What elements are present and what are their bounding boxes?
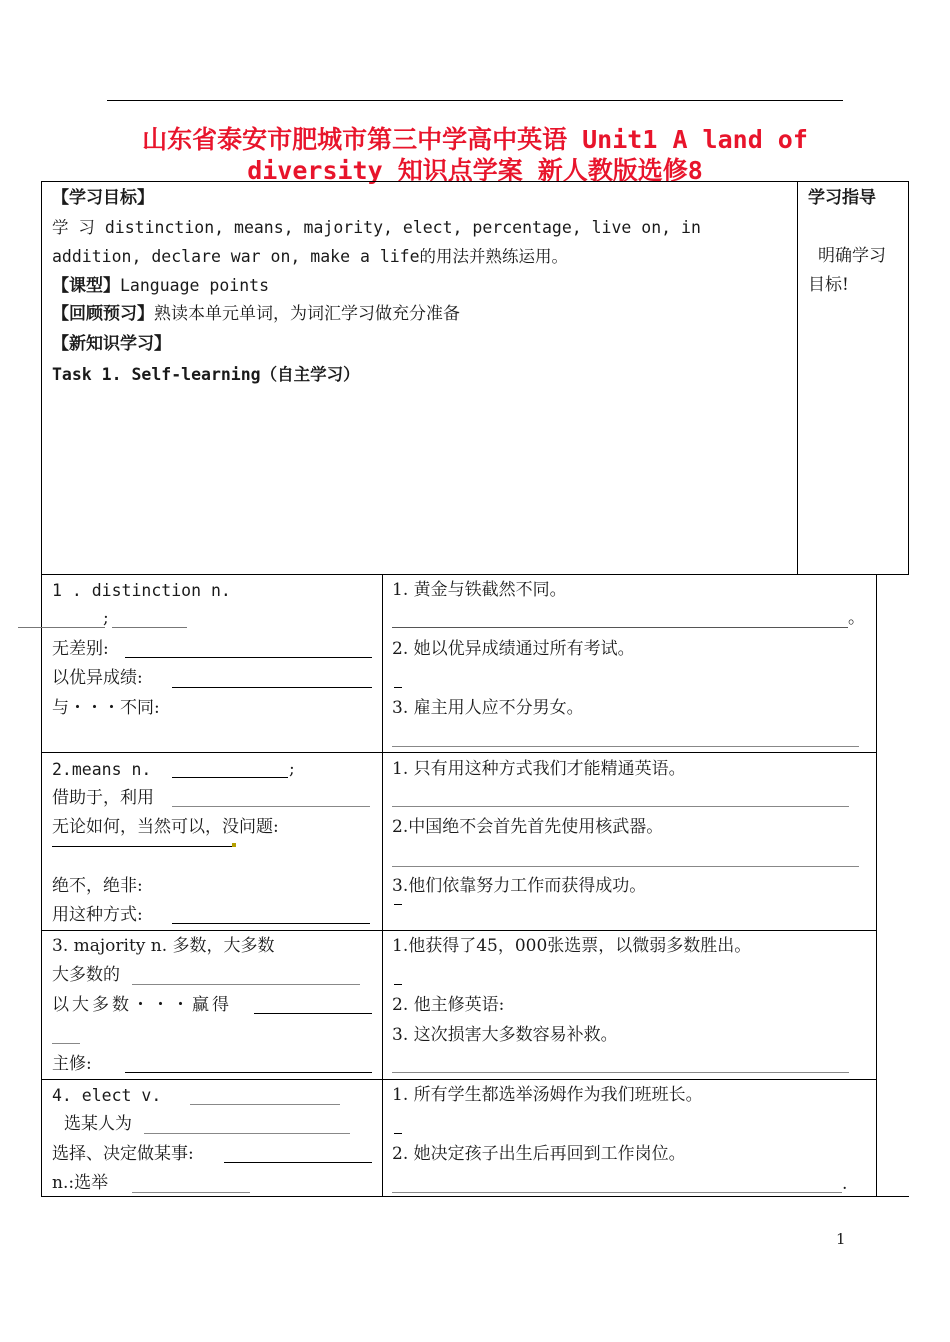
row2-phrase-1: 借助于，利用 [52,788,154,808]
row3-sentence-1: 1.他获得了45，000张选票，以微弱多数胜出。 [392,936,752,956]
row4-sentence-2: 2. 她决定孩子出生后再回到工作岗位。 [392,1144,686,1164]
table-right-border [876,575,877,1196]
row4-period: . [842,1174,848,1194]
row3-blank-b [254,1013,372,1014]
row1-sentence-2: 2. 她以优异成绩通过所有考试。 [392,639,635,659]
table-bottom-border [41,1196,876,1197]
type-value: Language points [120,276,270,295]
objective-text-1: 学 习 distinction, means, majority, elect, percentage, live on, in [52,218,701,237]
guide-text-2: 目标! [808,275,849,295]
row2-mark [232,843,236,847]
row1-word: 1 . distinction n. [52,581,231,600]
row1-answer-2 [394,687,402,688]
row2-blank-c [52,846,232,847]
new-knowledge-heading: 【新知识学习】 [52,334,171,354]
document-title-line-2: diversity 知识点学案 新人教版选修8 [247,156,703,185]
row4-phrase-2: 选择、决定做某事: [52,1144,194,1164]
row2-sentence-3: 3.他们依靠努力工作而获得成功。 [392,876,647,896]
row4-sentence-1: 1. 所有学生都选举汤姆作为我们班班长。 [392,1085,703,1105]
objectives-divider [797,181,798,575]
row2-phrase-2: 无论如何，当然可以，没问题: [52,817,279,837]
row2-semicolon: ; [289,759,295,779]
row2-sentence-2: 2.中国绝不会首先首先使用核武器。 [392,817,664,837]
objective-text-2: addition, declare war on, make a life的用法并熟练运用。 [52,247,569,266]
row1-blank-b [112,627,187,628]
row3-answer-1 [394,984,402,985]
row2-blank-d [172,923,370,924]
row4-blank-c [224,1162,372,1163]
guide-heading: 学习指导 [808,188,876,208]
document-title-line-1: 山东省泰安市肥城市第三中学高中英语 Unit1 A land of [142,125,808,154]
row1-sentence-3: 3. 雇主用人应不分男女。 [392,698,584,718]
row3-phrase-1: 大多数的 [52,965,120,985]
row2-blank-b [172,806,370,807]
task-heading: Task 1. Self-learning（自主学习） [52,365,360,384]
table-left-border [41,575,42,1196]
header-rule [107,100,843,101]
row1-semicolon: ; [103,608,109,628]
review-value: 熟读本单元单词，为词汇学习做充分准备 [154,304,460,324]
row4-phrase-1: 选某人为 [64,1114,132,1134]
row2-sentence-1: 1. 只有用这种方式我们才能精通英语。 [392,759,686,779]
row1-blank-d [172,687,372,688]
row1-phrase-3: 与・・・不同: [52,698,160,718]
row1-phrase-2: 以优异成绩: [52,668,143,688]
row4-word: 4. elect v. [52,1086,162,1105]
row2-answer-2 [392,866,859,867]
row-divider-2 [41,930,876,931]
row4-answer-2 [392,1192,842,1193]
row4-answer-1 [394,1133,402,1134]
guide-text-1: 明确学习 [818,246,886,266]
row2-answer-1 [392,806,849,807]
table-bottom-tail [876,1196,909,1197]
objective-heading: 【学习目标】 [52,188,154,208]
table-mid-border [382,575,383,1196]
lesson-type [52,271,269,302]
row3-blank-c [52,1043,80,1044]
row3-answer-3 [392,1072,849,1073]
row4-blank-d [132,1192,250,1193]
row-divider-1 [41,752,876,753]
row1-answer-3 [392,746,859,747]
row1-blank-c [125,657,372,658]
row1-phrase-1: 无差别: [52,639,109,659]
row3-word: 3. majority n. 多数，大多数 [52,936,275,956]
row2-phrase-4: 用这种方式: [52,905,143,925]
row3-blank-d [125,1072,372,1073]
row3-phrase-3: 主修: [52,1054,92,1074]
row2-phrase-3: 绝不，绝非: [52,876,143,896]
row4-blank-b [144,1133,350,1134]
review-line [52,300,460,330]
row3-sentence-3: 3. 这次损害大多数容易补救。 [392,1025,618,1045]
page-number: 1 [836,1230,846,1248]
row4-phrase-3: n.:选举 [52,1173,109,1193]
row1-sentence-1: 1. 黄金与铁截然不同。 [392,580,567,600]
row-divider-3 [41,1079,876,1080]
row3-phrase-2: 以大多数・・・赢得 [52,995,232,1015]
row3-sentence-2: 2. 他主修英语: [392,995,505,1015]
row2-answer-3 [394,904,402,905]
review-heading: 【回顾预习】 [52,304,154,324]
row2-word: 2.means n. [52,760,152,779]
row2-blank-a [172,777,288,778]
row3-blank-a [132,984,360,985]
row1-period: 。 [848,608,865,628]
row1-answer-1 [392,627,848,628]
row4-blank-a [190,1104,340,1105]
row1-blank-a [18,627,105,628]
type-heading: 【课型】 [52,276,120,296]
